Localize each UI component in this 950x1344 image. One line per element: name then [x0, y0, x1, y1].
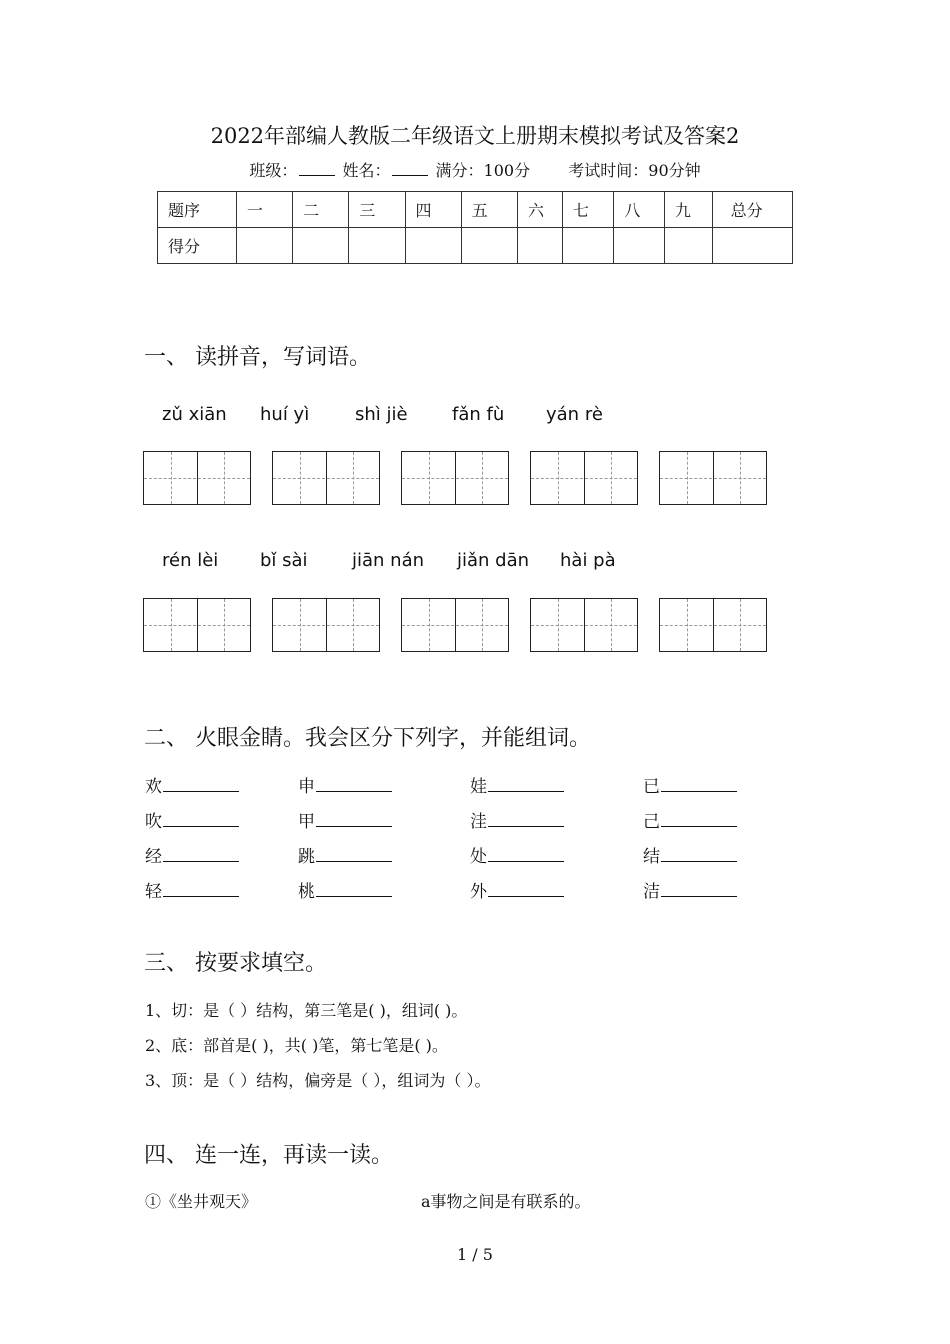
class-field[interactable] — [299, 161, 335, 176]
writing-grid[interactable] — [272, 598, 380, 652]
header-cell: 一 — [236, 192, 292, 228]
pinyin-label: jiān nán — [352, 550, 425, 571]
writing-grid[interactable] — [659, 451, 767, 505]
score-cell[interactable] — [517, 228, 562, 264]
score-cell[interactable] — [664, 228, 712, 264]
name-field[interactable] — [392, 161, 428, 176]
header-cell: 四 — [405, 192, 461, 228]
fill-item[interactable]: 3、顶：是（ ）结构，偏旁是（ ），组词为（ ）。 — [145, 1071, 491, 1090]
word-item[interactable]: 甲 — [298, 807, 392, 832]
writing-grid[interactable] — [530, 451, 638, 505]
full-score: 满分：100分 — [435, 161, 531, 180]
writing-grid[interactable] — [530, 598, 638, 652]
word-item[interactable]: 欢 — [145, 772, 239, 797]
word-item[interactable]: 已 — [643, 772, 737, 797]
pinyin-label: huí yì — [260, 404, 310, 425]
writing-grid[interactable] — [659, 598, 767, 652]
pinyin-label: fǎn fù — [452, 404, 505, 425]
header-cell: 八 — [614, 192, 665, 228]
match-right-item[interactable]: a事物之间是有联系的。 — [421, 1192, 591, 1211]
score-table-header — [158, 192, 793, 228]
word-item[interactable]: 吹 — [145, 807, 239, 832]
word-item[interactable]: 己 — [643, 807, 737, 832]
section2-title: 二、 火眼金睛。我会区分下列字，并能组词。 — [144, 726, 591, 751]
pinyin-label: bǐ sài — [260, 550, 308, 571]
word-item[interactable]: 桃 — [298, 877, 392, 902]
score-cell[interactable] — [562, 228, 614, 264]
score-cell[interactable] — [712, 228, 792, 264]
exam-info — [0, 158, 950, 181]
header-cell: 九 — [664, 192, 712, 228]
section3-title: 三、 按要求填空。 — [144, 951, 327, 976]
section4-title: 四、 连一连，再读一读。 — [144, 1143, 393, 1168]
word-item[interactable]: 洼 — [470, 807, 564, 832]
fill-item[interactable]: 2、底：部首是( )，共( )笔，第七笔是( )。 — [145, 1036, 448, 1055]
page-number: 1 / 5 — [457, 1245, 493, 1264]
word-item[interactable]: 申 — [298, 772, 392, 797]
word-item[interactable]: 外 — [470, 877, 564, 902]
pinyin-label: hài pà — [560, 550, 616, 571]
word-item[interactable]: 娃 — [470, 772, 564, 797]
word-item[interactable]: 结 — [643, 842, 737, 867]
score-table — [157, 191, 793, 264]
header-cell: 七 — [562, 192, 614, 228]
word-item[interactable]: 经 — [145, 842, 239, 867]
header-cell: 总分 — [712, 192, 792, 228]
word-item[interactable]: 跳 — [298, 842, 392, 867]
score-cell[interactable] — [293, 228, 349, 264]
page-title: 2022年部编人教版二年级语文上册期末模拟考试及答案2 — [210, 124, 740, 148]
word-item[interactable]: 洁 — [643, 877, 737, 902]
exam-time: 考试时间：90分钟 — [568, 161, 701, 180]
writing-grid[interactable] — [143, 451, 251, 505]
writing-grid[interactable] — [401, 598, 509, 652]
pinyin-label: shì jiè — [355, 404, 408, 425]
word-item[interactable]: 处 — [470, 842, 564, 867]
score-table-row — [158, 228, 793, 264]
score-cell[interactable] — [349, 228, 405, 264]
writing-grid[interactable] — [143, 598, 251, 652]
writing-grid[interactable] — [401, 451, 509, 505]
header-cell: 六 — [517, 192, 562, 228]
pinyin-label: zǔ xiān — [162, 404, 227, 425]
header-cell: 二 — [293, 192, 349, 228]
header-cell: 五 — [461, 192, 517, 228]
header-cell: 题序 — [158, 192, 237, 228]
header-cell: 三 — [349, 192, 405, 228]
section1-title: 一、 读拼音，写词语。 — [144, 345, 371, 370]
row-label: 得分 — [158, 228, 237, 264]
pinyin-label: rén lèi — [162, 550, 219, 571]
writing-grid[interactable] — [272, 451, 380, 505]
score-cell[interactable] — [614, 228, 665, 264]
score-cell[interactable] — [405, 228, 461, 264]
pinyin-label: yán rè — [546, 404, 603, 425]
class-label: 班级： — [249, 161, 298, 180]
score-cell[interactable] — [461, 228, 517, 264]
score-cell[interactable] — [236, 228, 292, 264]
word-item[interactable]: 轻 — [145, 877, 239, 902]
name-label: 姓名： — [342, 161, 391, 180]
match-left-item[interactable]: ①《坐井观天》 — [145, 1192, 258, 1211]
fill-item[interactable]: 1、切：是（ ）结构，第三笔是( )，组词( )。 — [145, 1001, 468, 1020]
pinyin-label: jiǎn dān — [457, 550, 530, 571]
